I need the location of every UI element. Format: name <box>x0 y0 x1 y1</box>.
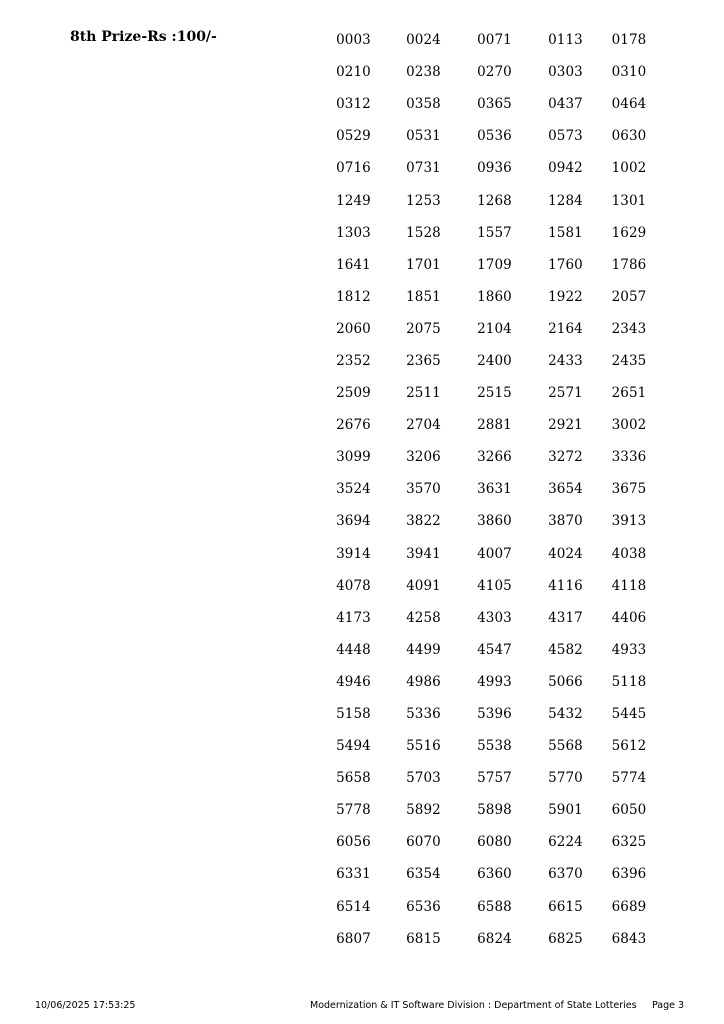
winning-number: 5494 <box>336 738 371 755</box>
winning-number: 5778 <box>336 802 371 819</box>
winning-number: 2515 <box>477 385 512 402</box>
winning-number: 6514 <box>336 898 371 915</box>
winning-number: 4993 <box>477 673 512 690</box>
winning-number: 6080 <box>477 834 512 851</box>
winning-number: 2435 <box>611 352 647 369</box>
winning-number: 1922 <box>548 288 583 305</box>
winning-number: 4078 <box>336 577 371 594</box>
winning-number: 5066 <box>548 673 583 690</box>
winning-number: 1629 <box>611 224 647 241</box>
winning-number: 5432 <box>548 706 583 723</box>
winning-number: 5538 <box>477 738 512 755</box>
winning-number: 2651 <box>611 385 647 402</box>
winning-number: 6396 <box>611 866 647 883</box>
winning-number: 4118 <box>611 577 647 594</box>
winning-number: 6325 <box>611 834 647 851</box>
winning-number: 1760 <box>548 256 583 273</box>
winning-number: 4582 <box>548 641 583 658</box>
winning-number: 1851 <box>406 288 441 305</box>
winning-number: 4448 <box>336 641 371 658</box>
winning-number: 3570 <box>406 481 441 498</box>
winning-number: 0312 <box>336 96 371 113</box>
winning-number: 0178 <box>611 32 647 49</box>
winning-number: 0270 <box>477 64 512 81</box>
winning-number: 0464 <box>611 96 647 113</box>
winning-number: 3654 <box>548 481 583 498</box>
winning-number: 4986 <box>406 673 441 690</box>
footer-page-number: Page 3 <box>652 1000 685 1011</box>
winning-number: 2433 <box>548 352 583 369</box>
winning-number: 5898 <box>477 802 512 819</box>
winning-number: 0238 <box>406 64 441 81</box>
winning-number: 3266 <box>477 449 512 466</box>
winning-number: 3860 <box>477 513 512 530</box>
winning-number: 1641 <box>336 256 371 273</box>
winning-number: 2104 <box>477 320 512 337</box>
winning-number: 0731 <box>406 160 441 177</box>
winning-number: 0113 <box>548 32 583 49</box>
winning-number: 1268 <box>477 192 512 209</box>
winning-number: 5774 <box>611 770 647 787</box>
winning-number: 4499 <box>406 641 441 658</box>
winning-number: 1249 <box>336 192 371 209</box>
winning-number: 0024 <box>406 32 441 49</box>
winning-number: 6807 <box>336 930 371 947</box>
winning-number: 2352 <box>336 352 371 369</box>
winning-number: 0716 <box>336 160 371 177</box>
winning-number: 1301 <box>611 192 647 209</box>
winning-number: 0310 <box>611 64 647 81</box>
winning-number: 3099 <box>336 449 371 466</box>
winning-number: 2881 <box>477 417 512 434</box>
winning-number: 2509 <box>336 385 371 402</box>
winning-number: 5612 <box>611 738 647 755</box>
winning-number: 5445 <box>611 706 647 723</box>
winning-number: 5703 <box>406 770 441 787</box>
winning-number: 5516 <box>406 738 441 755</box>
winning-number: 3694 <box>336 513 371 530</box>
winning-number: 5336 <box>406 706 441 723</box>
winning-number: 5770 <box>548 770 583 787</box>
winning-number: 2571 <box>548 385 583 402</box>
winning-number: 0536 <box>477 128 512 145</box>
winning-number: 3206 <box>406 449 441 466</box>
winning-number: 6331 <box>336 866 371 883</box>
winning-number: 1860 <box>477 288 512 305</box>
winning-number: 4091 <box>406 577 441 594</box>
winning-number: 6615 <box>548 898 583 915</box>
winning-number: 6825 <box>548 930 583 947</box>
winning-number: 4933 <box>611 641 647 658</box>
winning-number: 4406 <box>611 609 647 626</box>
footer-timestamp: 10/06/2025 17:53:25 <box>35 1000 136 1011</box>
winning-number: 0358 <box>406 96 441 113</box>
winning-number: 3524 <box>336 481 371 498</box>
winning-number: 2060 <box>336 320 371 337</box>
winning-number: 5396 <box>477 706 512 723</box>
winning-number: 0210 <box>336 64 371 81</box>
winning-number: 6536 <box>406 898 441 915</box>
winning-number: 3336 <box>611 449 647 466</box>
winning-number: 3913 <box>611 513 647 530</box>
winning-number: 6824 <box>477 930 512 947</box>
winning-number: 4258 <box>406 609 441 626</box>
winning-numbers-grid <box>318 24 658 955</box>
winning-number: 0630 <box>611 128 647 145</box>
winning-number: 6360 <box>477 866 512 883</box>
winning-number: 4173 <box>336 609 371 626</box>
winning-number: 2057 <box>611 288 647 305</box>
winning-number: 6056 <box>336 834 371 851</box>
winning-number: 5892 <box>406 802 441 819</box>
winning-number: 0942 <box>548 160 583 177</box>
winning-number: 1253 <box>406 192 441 209</box>
winning-number: 4547 <box>477 641 512 658</box>
winning-number: 1701 <box>406 256 441 273</box>
winning-number: 4038 <box>611 545 647 562</box>
winning-number: 2075 <box>406 320 441 337</box>
winning-number: 3822 <box>406 513 441 530</box>
winning-number: 5568 <box>548 738 583 755</box>
winning-number: 0529 <box>336 128 371 145</box>
winning-number: 1557 <box>477 224 512 241</box>
winning-number: 5658 <box>336 770 371 787</box>
winning-number: 0437 <box>548 96 583 113</box>
winning-number: 4007 <box>477 545 512 562</box>
winning-number: 2365 <box>406 352 441 369</box>
winning-number: 0071 <box>477 32 512 49</box>
winning-number: 0531 <box>406 128 441 145</box>
winning-number: 3675 <box>611 481 647 498</box>
winning-number: 1709 <box>477 256 512 273</box>
winning-number: 3272 <box>548 449 583 466</box>
winning-number: 6370 <box>548 866 583 883</box>
winning-number: 0003 <box>336 32 371 49</box>
winning-number: 3002 <box>611 417 647 434</box>
winning-number: 2511 <box>406 385 441 402</box>
winning-number: 1528 <box>406 224 441 241</box>
winning-number: 6354 <box>406 866 441 883</box>
winning-number: 3870 <box>548 513 583 530</box>
winning-number: 1284 <box>548 192 583 209</box>
winning-number: 5118 <box>611 673 647 690</box>
winning-number: 2164 <box>548 320 583 337</box>
prize-title: 8th Prize-Rs :100/- <box>70 29 217 45</box>
winning-number: 1812 <box>336 288 371 305</box>
winning-number: 2343 <box>611 320 647 337</box>
winning-number: 1303 <box>336 224 371 241</box>
winning-number: 6689 <box>611 898 647 915</box>
winning-number: 0936 <box>477 160 512 177</box>
winning-number: 5757 <box>477 770 512 787</box>
footer-division: Modernization & IT Software Division : Department of State Lotteries <box>310 1000 637 1011</box>
winning-number: 6588 <box>477 898 512 915</box>
winning-number: 6050 <box>611 802 647 819</box>
winning-number: 4303 <box>477 609 512 626</box>
winning-number: 1786 <box>611 256 647 273</box>
winning-number: 4105 <box>477 577 512 594</box>
winning-number: 2676 <box>336 417 371 434</box>
winning-number: 4946 <box>336 673 371 690</box>
winning-number: 3914 <box>336 545 371 562</box>
winning-number: 0573 <box>548 128 583 145</box>
winning-number: 3631 <box>477 481 512 498</box>
winning-number: 3941 <box>406 545 441 562</box>
winning-number: 1581 <box>548 224 583 241</box>
winning-number: 5158 <box>336 706 371 723</box>
winning-number: 2921 <box>548 417 583 434</box>
winning-number: 6815 <box>406 930 441 947</box>
winning-number: 6843 <box>611 930 647 947</box>
winning-number: 6224 <box>548 834 583 851</box>
winning-number: 5901 <box>548 802 583 819</box>
winning-number: 4116 <box>548 577 583 594</box>
winning-number: 2400 <box>477 352 512 369</box>
winning-number: 2704 <box>406 417 441 434</box>
winning-number: 6070 <box>406 834 441 851</box>
winning-number: 4317 <box>548 609 583 626</box>
winning-number: 0365 <box>477 96 512 113</box>
winning-number: 4024 <box>548 545 583 562</box>
winning-number: 1002 <box>611 160 647 177</box>
winning-number: 0303 <box>548 64 583 81</box>
